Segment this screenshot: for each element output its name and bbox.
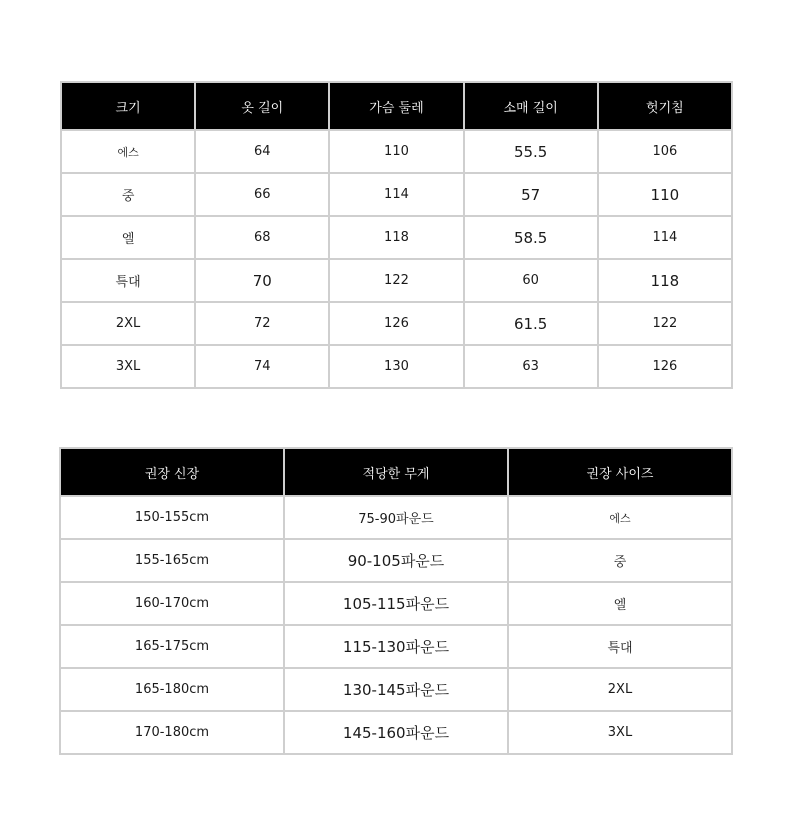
shoulder-cell: 122	[598, 302, 732, 345]
length-cell: 66	[195, 173, 329, 216]
sleeve-cell: 55.5	[464, 130, 598, 173]
table-row	[60, 668, 732, 711]
recommendation-header-row	[60, 448, 732, 496]
sleeve-cell: 58.5	[464, 216, 598, 259]
header-chest: 가슴 둘레	[329, 82, 463, 130]
table-row	[60, 711, 732, 754]
sleeve-cell: 63	[464, 345, 598, 388]
size-cell: 특대	[61, 259, 195, 302]
header-shoulder: 헛기침	[598, 82, 732, 130]
weight-cell: 90-105파운드	[284, 539, 508, 582]
header-sleeve: 소매 길이	[464, 82, 598, 130]
chest-cell: 114	[329, 173, 463, 216]
sleeve-cell: 60	[464, 259, 598, 302]
recommended-size-cell: 2XL	[508, 668, 732, 711]
weight-cell: 115-130파운드	[284, 625, 508, 668]
table-row	[61, 216, 732, 259]
header-size: 크기	[61, 82, 195, 130]
recommended-size-cell: 엘	[508, 582, 732, 625]
chest-cell: 126	[329, 302, 463, 345]
header-height: 권장 신장	[60, 448, 284, 496]
size-cell: 에스	[61, 130, 195, 173]
shoulder-cell: 106	[598, 130, 732, 173]
height-cell: 170-180cm	[60, 711, 284, 754]
size-cell: 엘	[61, 216, 195, 259]
table-row	[61, 302, 732, 345]
weight-cell: 105-115파운드	[284, 582, 508, 625]
size-cell: 2XL	[61, 302, 195, 345]
header-weight: 적당한 무게	[284, 448, 508, 496]
table-row	[61, 173, 732, 216]
recommended-size-cell: 3XL	[508, 711, 732, 754]
length-cell: 64	[195, 130, 329, 173]
length-cell: 72	[195, 302, 329, 345]
recommended-size-cell: 특대	[508, 625, 732, 668]
weight-cell: 145-160파운드	[284, 711, 508, 754]
length-cell: 68	[195, 216, 329, 259]
height-cell: 165-175cm	[60, 625, 284, 668]
table-row	[61, 130, 732, 173]
length-cell: 70	[195, 259, 329, 302]
size-cell: 3XL	[61, 345, 195, 388]
shoulder-cell: 118	[598, 259, 732, 302]
sleeve-cell: 61.5	[464, 302, 598, 345]
size-chart-header-row	[61, 82, 732, 130]
length-cell: 74	[195, 345, 329, 388]
table-row	[60, 539, 732, 582]
shoulder-cell: 110	[598, 173, 732, 216]
table-row	[61, 345, 732, 388]
header-length: 옷 길이	[195, 82, 329, 130]
size-cell: 중	[61, 173, 195, 216]
table-row	[61, 259, 732, 302]
shoulder-cell: 126	[598, 345, 732, 388]
height-cell: 160-170cm	[60, 582, 284, 625]
size-recommendation-table	[59, 447, 733, 755]
size-chart-table	[60, 81, 733, 389]
height-cell: 150-155cm	[60, 496, 284, 539]
table-row	[60, 625, 732, 668]
chest-cell: 118	[329, 216, 463, 259]
weight-cell: 75-90파운드	[284, 496, 508, 539]
sleeve-cell: 57	[464, 173, 598, 216]
table-row	[60, 582, 732, 625]
chest-cell: 122	[329, 259, 463, 302]
height-cell: 155-165cm	[60, 539, 284, 582]
chest-cell: 110	[329, 130, 463, 173]
shoulder-cell: 114	[598, 216, 732, 259]
recommended-size-cell: 중	[508, 539, 732, 582]
weight-cell: 130-145파운드	[284, 668, 508, 711]
table-row	[60, 496, 732, 539]
header-recommended-size: 권장 사이즈	[508, 448, 732, 496]
height-cell: 165-180cm	[60, 668, 284, 711]
recommended-size-cell: 에스	[508, 496, 732, 539]
chest-cell: 130	[329, 345, 463, 388]
